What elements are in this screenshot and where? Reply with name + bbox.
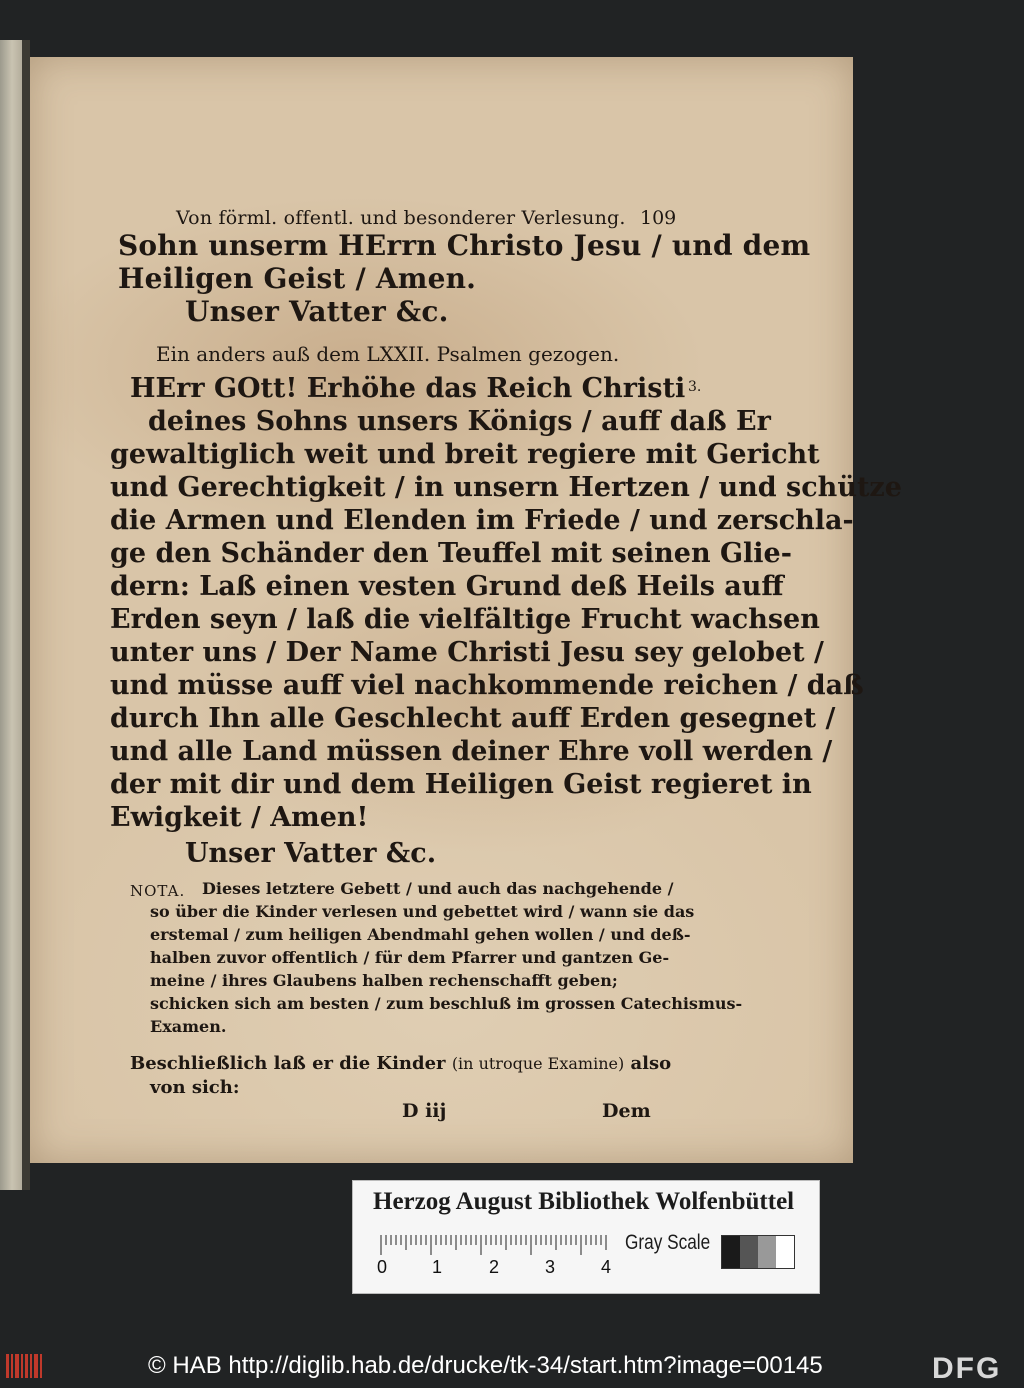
copyright-link[interactable]: © HAB http://diglib.hab.de/drucke/tk-34/start.htm?image=00145 <box>148 1352 823 1379</box>
nota-label: NOTA. <box>130 882 186 900</box>
prayer-line: gewaltiglich weit und breit regiere mit Gericht <box>110 439 820 470</box>
ruler-scale <box>377 1235 617 1275</box>
closing-line <box>130 1053 671 1074</box>
margin-number: 3. <box>688 379 702 395</box>
book-page <box>30 57 902 1163</box>
latin-phrase: (in utroque Examine) <box>451 1054 625 1073</box>
ruler-number: 4 <box>601 1257 612 1275</box>
library-label-card <box>352 1180 820 1294</box>
nota-line: meine / ihres Glaubens halben rechenschafft geben; <box>150 971 618 990</box>
prayer-line: Erden seyn / laß die vielfältige Frucht wachsen <box>110 604 820 635</box>
closing-text: Beschließlich laß er die Kinder <box>130 1053 446 1074</box>
ruler-number: 1 <box>432 1257 443 1275</box>
adjacent-page-edge <box>0 40 30 1190</box>
ruler-number: 0 <box>377 1257 388 1275</box>
prayer-line: der mit dir und dem Heiligen Geist regieret in <box>110 769 812 800</box>
prayer-line: und Gerechtigkeit / in unsern Hertzen / und schütze <box>110 472 902 503</box>
prayer-line: Ewigkeit / Amen! <box>110 802 369 833</box>
prayer-line: dern: Laß einen vesten Grund deß Heils auff <box>110 571 784 602</box>
nota-line: erstemal / zum heiligen Abendmahl gehen wollen / und deß- <box>150 925 691 944</box>
nota-line: Examen. <box>150 1017 227 1036</box>
nota-line: Dieses letztere Gebett / und auch das nachgehende / <box>202 879 674 898</box>
grayscale-swatches <box>721 1235 795 1269</box>
library-name: Herzog August Bibliothek Wolfenbüttel <box>373 1188 795 1215</box>
text-line: Heiligen Geist / Amen. <box>118 262 477 295</box>
prayer-line: HErr GOtt! Erhöhe das Reich Christi <box>130 373 686 404</box>
ruler-number: 2 <box>489 1257 500 1275</box>
prayer-line: ge den Schänder den Teuffel mit seinen Glie- <box>110 538 792 569</box>
closing-text: also <box>630 1053 672 1074</box>
prayer-line: und müsse auff viel nachkommende reichen / daß <box>110 670 864 701</box>
prayer-line: durch Ihn alle Geschlecht auff Erden gesegnet / <box>110 703 836 734</box>
prayer-line: deines Sohns unsers Königs / auff daß Er <box>148 406 771 437</box>
grayscale-label: Gray Scale <box>625 1231 711 1254</box>
nota-line: so über die Kinder verlesen und gebettet wird / wann sie das <box>150 902 695 921</box>
prayer-line: die Armen und Elenden im Friede / und zerschla- <box>110 505 854 536</box>
nota-line: halben zuvor offentlich / für dem Pfarrer und gantzen Ge- <box>150 948 670 967</box>
section-heading: Ein anders auß dem LXXII. Psalmen gezogen. <box>156 342 620 366</box>
hab-barcode-icon <box>6 1354 42 1378</box>
page-number: 109 <box>640 207 677 229</box>
closing-line: von sich: <box>150 1077 240 1098</box>
nota-line: schicken sich am besten / zum beschluß im grossen Catechismus- <box>150 994 743 1013</box>
footer-bar <box>0 1346 1024 1388</box>
signature-mark: D iij <box>402 1100 447 1122</box>
prayer-line: unter uns / Der Name Christi Jesu sey gelobet / <box>110 637 824 668</box>
dfg-logo: DFG <box>932 1352 1002 1385</box>
catchword: Dem <box>602 1100 651 1122</box>
text-line: Unser Vatter &c. <box>185 295 449 328</box>
prayer-line: und alle Land müssen deiner Ehre voll werden / <box>110 736 833 767</box>
text-line: Sohn unserm HErrn Christo Jesu / und dem <box>118 229 811 262</box>
running-head: Von förml. offentl. und besonderer Verlesung. <box>176 207 626 229</box>
ruler-number: 3 <box>545 1257 556 1275</box>
prayer-line: Unser Vatter &c. <box>185 838 437 869</box>
